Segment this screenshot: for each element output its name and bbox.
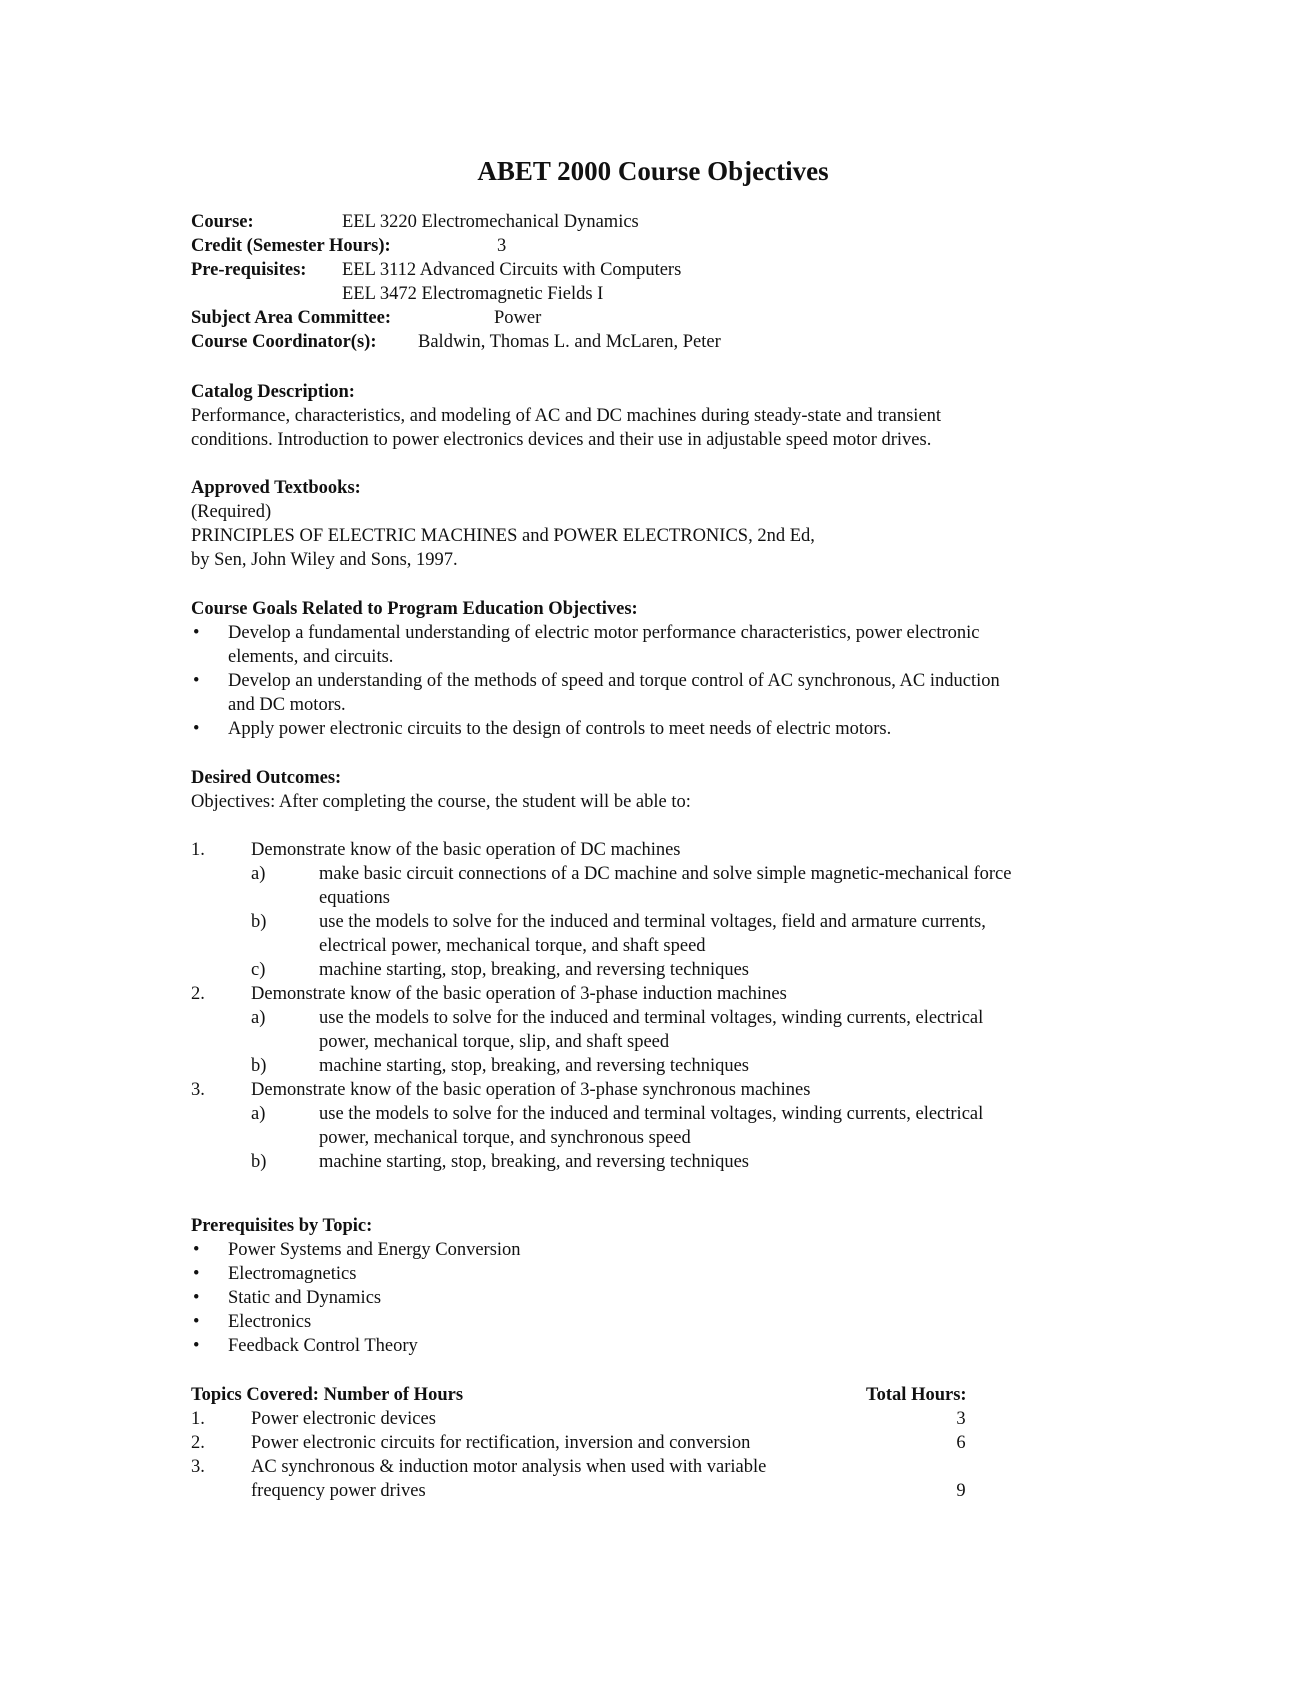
outcome-subitem: b) use the models to solve for the induced and terminal voltages, field and armature currents, electrical power, mechanical torque, and shaft speed xyxy=(251,912,986,956)
topics-header xyxy=(191,1383,967,1407)
committee-label: Subject Area Committee: xyxy=(191,308,392,328)
textbook-line: by Sen, John Wiley and Sons, 1997. xyxy=(191,550,458,570)
goal-item: • Develop a fundamental understanding of electric motor performance characteristics, power electronic elements, and circuits. xyxy=(193,623,980,667)
topic-row: 1. Power electronic devices 3 xyxy=(191,1407,766,1431)
prereq-value: EEL 3112 Advanced Circuits with Computers xyxy=(342,260,682,280)
textbook-line: PRINCIPLES OF ELECTRIC MACHINES and POWER ELECTRONICS, 2nd Ed, xyxy=(191,526,815,546)
goal-item: • Apply power electronic circuits to the design of controls to meet needs of electric motors. xyxy=(193,719,892,739)
bullet-icon: • xyxy=(193,1264,200,1284)
prereq-topic-item: • Power Systems and Energy Conversion xyxy=(193,1240,521,1260)
topic-row: 2. Power electronic circuits for rectification, inversion and conversion 6 xyxy=(191,1431,766,1455)
catalog-line: conditions. Introduction to power electronics devices and their use in adjustable speed motor drives. xyxy=(191,430,932,450)
goal-item: • Develop an understanding of the methods of speed and torque control of AC synchronous, AC induction and DC motors. xyxy=(193,671,1000,715)
outcome-subitem: a) use the models to solve for the induced and terminal voltages, winding currents, electrical power, mechanical torque, and synchronous speed xyxy=(251,1104,984,1148)
goals-heading: Course Goals Related to Program Education Objectives: xyxy=(191,599,638,619)
bullet-icon: • xyxy=(193,623,200,643)
topic-hours: 9 xyxy=(956,1481,966,1501)
bullet-icon: • xyxy=(193,1240,200,1260)
bullet-icon: • xyxy=(193,1288,200,1308)
outcome-subitem: b) machine starting, stop, breaking, and reversing techniques xyxy=(251,1152,749,1172)
textbooks-heading: Approved Textbooks: xyxy=(191,478,361,498)
catalog-line: Performance, characteristics, and modeling of AC and DC machines during steady-state and transient xyxy=(191,406,942,426)
outcomes-intro: Objectives: After completing the course, the student will be able to: xyxy=(191,792,691,812)
course-label: Course: xyxy=(191,212,254,232)
coordinator-label: Course Coordinator(s): xyxy=(191,332,377,352)
prereq-topics-section xyxy=(191,1214,1128,1358)
coordinator-value: Baldwin, Thomas L. and McLaren, Peter xyxy=(418,332,721,352)
outcomes-heading: Desired Outcomes: xyxy=(191,768,342,788)
bullet-icon: • xyxy=(193,719,200,739)
committee-value: Power xyxy=(494,308,542,328)
outcome-subitem: b) machine starting, stop, breaking, and reversing techniques xyxy=(251,1056,749,1076)
page-title: ABET 2000 Course Objectives xyxy=(477,156,829,186)
bullet-icon: • xyxy=(193,1336,200,1356)
catalog-heading: Catalog Description: xyxy=(191,382,355,402)
textbooks-section xyxy=(191,476,815,572)
textbook-line: (Required) xyxy=(191,502,272,522)
prereq-topic-item: • Electronics xyxy=(193,1312,312,1332)
outcome-subitem: a) make basic circuit connections of a DC machine and solve simple magnetic-mechanical force equations xyxy=(251,864,1012,908)
outcome-subitem: a) use the models to solve for the induced and terminal voltages, winding currents, electrical power, mechanical torque, slip, and shaft speed xyxy=(251,1008,984,1052)
course-value: EEL 3220 Electromechanical Dynamics xyxy=(342,212,639,232)
prereq-value: EEL 3472 Electromagnetic Fields I xyxy=(342,284,604,304)
topics-heading: Topics Covered: Number of Hours xyxy=(191,1385,464,1405)
credit-value: 3 xyxy=(497,236,507,256)
prereq-topic-item: • Electromagnetics xyxy=(193,1264,357,1284)
topic-row: 3. AC synchronous & induction motor analysis when used with variable xyxy=(191,1457,767,1477)
topics-section xyxy=(191,1383,967,1503)
outcome-item: 3. Demonstrate know of the basic operation of 3-phase synchronous machines xyxy=(191,1080,811,1100)
outcome-subitem: c) machine starting, stop, breaking, and reversing techniques xyxy=(251,960,749,980)
prereq-topic-item: • Feedback Control Theory xyxy=(193,1336,418,1356)
prereq-topics-heading: Prerequisites by Topic: xyxy=(191,1216,373,1236)
topic-hours: 6 xyxy=(956,1433,966,1453)
goals-section xyxy=(191,597,1128,741)
outcome-item: 1. Demonstrate know of the basic operation of DC machines xyxy=(191,840,681,860)
outcome-item: 2. Demonstrate know of the basic operation of 3-phase induction machines xyxy=(191,984,787,1004)
total-hours-heading: Total Hours: xyxy=(866,1385,967,1405)
bullet-icon: • xyxy=(193,1312,200,1332)
catalog-section xyxy=(191,380,941,452)
topic-row-continued: frequency power drives 9 xyxy=(191,1479,766,1503)
prereq-label: Pre-requisites: xyxy=(191,260,307,280)
prereq-topic-item: • Static and Dynamics xyxy=(193,1288,382,1308)
outcomes-section xyxy=(191,766,1119,1174)
topic-hours: 3 xyxy=(956,1409,966,1429)
bullet-icon: • xyxy=(193,671,200,691)
credit-label: Credit (Semester Hours): xyxy=(191,236,391,256)
